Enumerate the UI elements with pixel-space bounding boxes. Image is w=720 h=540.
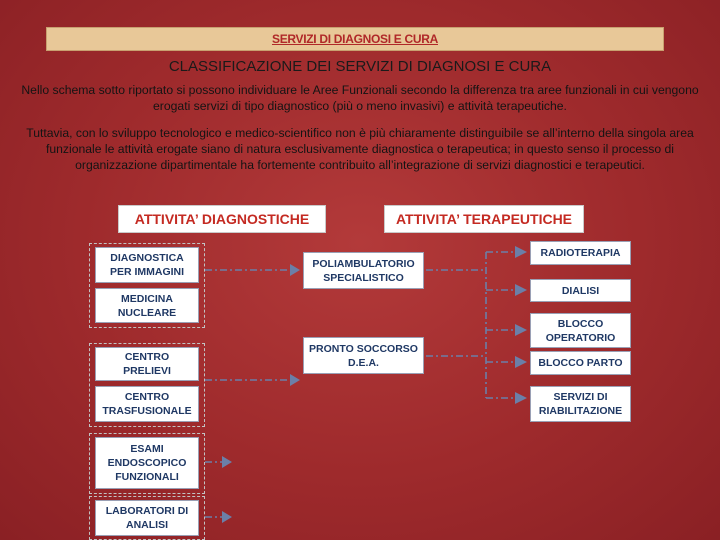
arrowhead-blocco-operatorio [515, 324, 527, 336]
arrowhead-dialisi [515, 284, 527, 296]
node-label: CENTRO PRELIEVI [123, 351, 171, 377]
arrowhead-pronto-soccorso [290, 374, 300, 386]
node-diagnostica-per-immagini [95, 247, 199, 283]
banner-label: SERVIZI DI DIAGNOSI E CURA [271, 32, 438, 46]
node-laboratori-di-analisi [95, 500, 199, 536]
node-blocco-operatorio [530, 313, 631, 348]
arrowhead-riabilitazione [515, 392, 527, 404]
node-pronto-soccorso-dea [303, 337, 424, 374]
node-label: PRONTO SOCCORSO D.E.A. [309, 342, 418, 369]
slide-title: CLASSIFICAZIONE DEI SERVIZI DI DIAGNOSI E CURA [168, 58, 552, 75]
node-centro-trasfusionale [95, 386, 199, 422]
node-label: SERVIZI DI RIABILITAZIONE [538, 391, 623, 417]
node-servizi-di-riabilitazione [530, 386, 631, 422]
arrowhead-endoscopy [222, 456, 232, 468]
node-radioterapia [530, 241, 631, 265]
therapeutic-header-label: ATTIVITA’ TERAPEUTICHE [395, 211, 573, 227]
second-paragraph: Tuttavia, con lo sviluppo tecnologico e medico-scientifico non è più chiaramente distinguibile se all’interno della singola area funzionale le attività erogate siano di natura esclusivamente diagnostica o terapeutica; in questo senso il processo di organizzazione dipartimentale ha fortemente contribuito all’integrazione di servizi diagnostici e terapeutici. [26, 126, 694, 172]
node-label: DIALISI [561, 284, 600, 297]
node-label: BLOCCO PARTO [538, 357, 623, 369]
node-label: POLIAMBULATORIO SPECIALISTICO [312, 257, 415, 284]
node-label: BLOCCO OPERATORIO [545, 317, 616, 344]
node-label: CENTRO TRASFUSIONALE [102, 391, 192, 417]
node-medicina-nucleare [95, 288, 199, 323]
node-label: ESAMI ENDOSCOPICO FUNZIONALI [107, 443, 187, 483]
node-poliambulatorio-specialistico [303, 252, 424, 289]
node-esami-endoscopico-funzionali [95, 437, 199, 489]
node-dialisi [530, 279, 631, 302]
arrowhead-blocco-parto [515, 356, 527, 368]
node-blocco-parto [530, 351, 631, 375]
node-label: LABORATORI DI ANALISI [105, 505, 189, 531]
arrowhead-radioterapia [515, 246, 527, 258]
arrowhead-poliambulatorio [290, 264, 300, 276]
diagnostic-header-label: ATTIVITA’ DIAGNOSTICHE [134, 211, 310, 227]
intro-paragraph: Nello schema sotto riportato si possono individuare le Aree Funzionali secondo la differenza tra aree funzionali in cui vengono erogati servizi di tipo diagnostico (più o meno invasivi) e attività terapeutiche. [21, 83, 699, 113]
arrowhead-laboratory [222, 511, 232, 523]
node-label: DIAGNOSTICA PER IMMAGINI [109, 252, 185, 278]
node-label: MEDICINA NUCLEARE [117, 292, 177, 319]
node-label: RADIOTERAPIA [540, 247, 621, 259]
node-centro-prelievi [95, 347, 199, 381]
